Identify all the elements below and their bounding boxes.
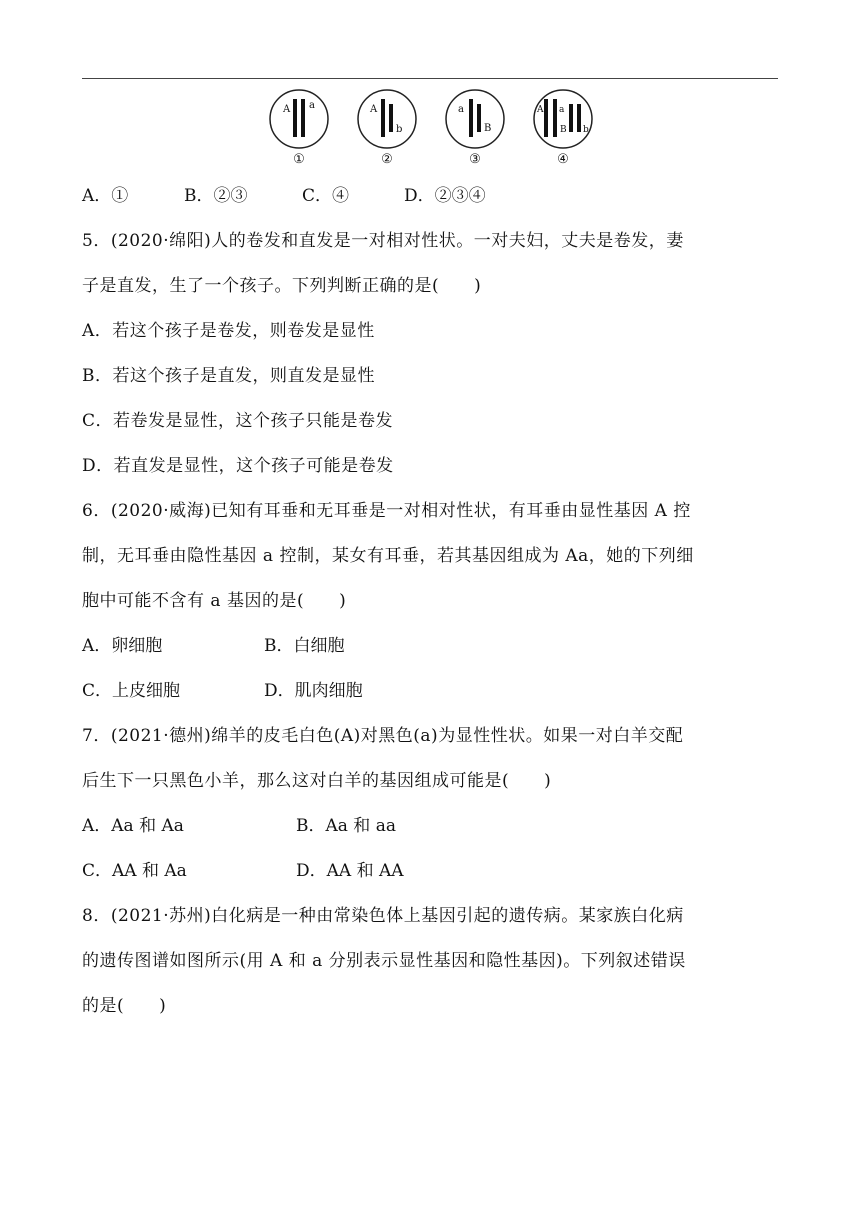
q8-stem-line-1: 8．(2021·苏州)白化病是一种由常染色体上基因引起的遗传病。某家族白化病 [82, 906, 684, 926]
q4-option-a[interactable]: A．① [82, 186, 129, 206]
cell-diagram-3 [444, 88, 514, 172]
caption-3: ③ [469, 152, 481, 167]
cell-diagram-2 [356, 88, 426, 172]
caption-4: ④ [557, 152, 569, 167]
q7-stem-line-1: 7．(2021·德州)绵羊的皮毛白色(A)对黑色(a)为显性性状。如果一对白羊交配 [82, 726, 684, 746]
label-c4-0: A [537, 105, 544, 115]
q5-option-a[interactable]: A．若这个孩子是卷发，则卷发是显性 [82, 321, 375, 341]
cell-diagram-4 [532, 88, 602, 172]
chromosome-figure [262, 88, 602, 172]
q4-option-d[interactable]: D．②③④ [404, 186, 486, 206]
top-divider [82, 78, 778, 79]
label-c1-0: A [283, 104, 291, 115]
q8-stem-line-2: 的遗传图谱如图所示(用 A 和 a 分别表示显性基因和隐性基因)。下列叙述错误 [82, 951, 686, 971]
caption-1: ① [293, 152, 305, 167]
q6-stem-line-2: 制，无耳垂由隐性基因 a 控制，某女有耳垂，若其基因组成为 Aa，她的下列细 [82, 546, 694, 566]
q7-option-d[interactable]: D．AA 和 AA [296, 861, 404, 881]
q7-stem-line-2: 后生下一只黑色小羊，那么这对白羊的基因组成可能是( ) [82, 771, 552, 791]
label-c4-1: a [559, 105, 565, 115]
q6-option-c[interactable]: C．上皮细胞 [82, 681, 181, 701]
q6-option-d[interactable]: D．肌肉细胞 [264, 681, 363, 701]
q6-stem-line-3: 胞中可能不含有 a 基因的是( ) [82, 591, 347, 611]
label-c4-2: B [560, 125, 567, 135]
label-c2-1: b [396, 124, 403, 135]
q5-option-c[interactable]: C．若卷发是显性，这个孩子只能是卷发 [82, 411, 394, 431]
q6-option-a[interactable]: A．卵细胞 [82, 636, 163, 656]
label-c1-1: a [309, 100, 315, 111]
q6-stem-line-1: 6．(2020·威海)已知有耳垂和无耳垂是一对相对性状，有耳垂由显性基因 A 控 [82, 501, 691, 521]
q7-option-a[interactable]: A．Aa 和 Aa [82, 816, 184, 836]
q7-option-c[interactable]: C．AA 和 Aa [82, 861, 187, 881]
q5-stem-line-1: 5．(2020·绵阳)人的卷发和直发是一对相对性状。一对夫妇，丈夫是卷发，妻 [82, 231, 684, 251]
label-c3-0: a [458, 104, 464, 115]
caption-2: ② [381, 152, 393, 167]
label-c4-3: b [583, 125, 589, 135]
q5-option-b[interactable]: B．若这个孩子是直发，则直发是显性 [82, 366, 375, 386]
q8-stem-line-3: 的是( ) [82, 996, 167, 1016]
q7-option-b[interactable]: B．Aa 和 aa [296, 816, 396, 836]
label-c2-0: A [370, 104, 378, 115]
q5-option-d[interactable]: D．若直发是显性，这个孩子可能是卷发 [82, 456, 394, 476]
cell-diagram-1 [268, 88, 338, 172]
q4-option-c[interactable]: C．④ [302, 186, 350, 206]
q6-option-b[interactable]: B．白细胞 [264, 636, 345, 656]
q5-stem-line-2: 子是直发，生了一个孩子。下列判断正确的是( ) [82, 276, 482, 296]
q4-option-b[interactable]: B．②③ [184, 186, 248, 206]
label-c3-1: B [484, 123, 492, 134]
